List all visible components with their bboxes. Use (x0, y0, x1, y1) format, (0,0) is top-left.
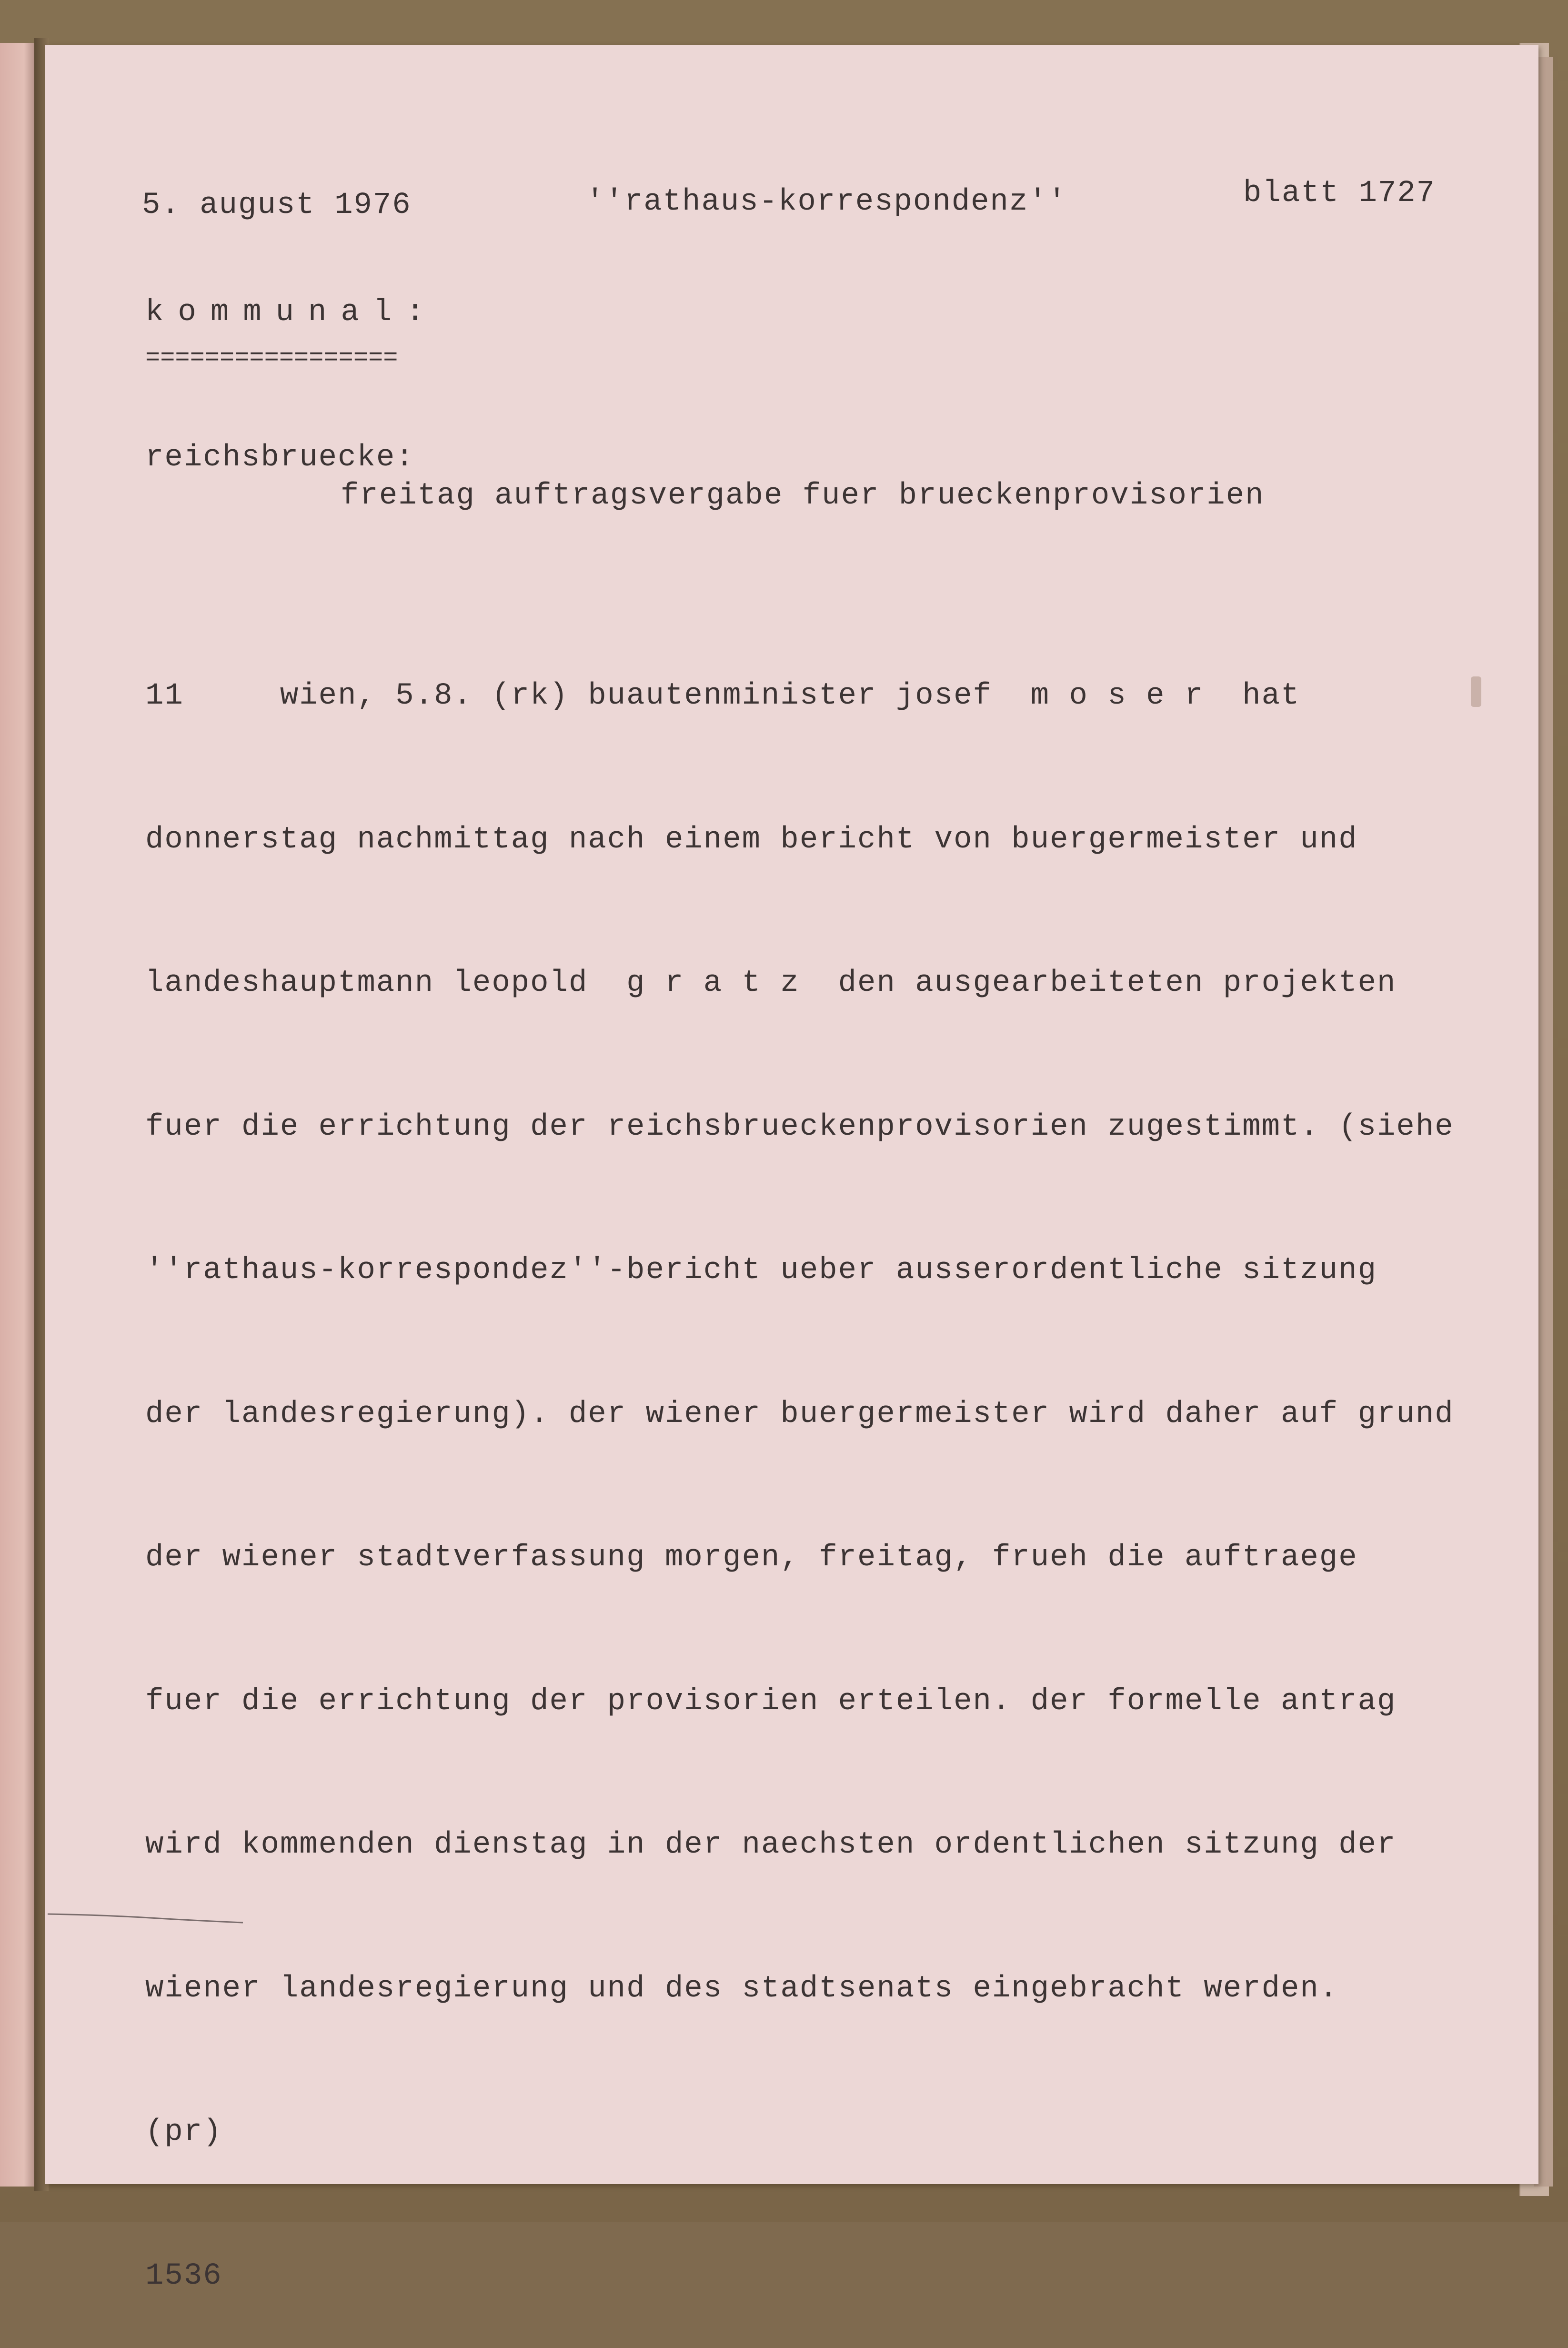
body-line: fuer die errichtung der provisorien erteilen. der formelle antrag (145, 1684, 1397, 1719)
pencil-stroke-mark (45, 1910, 245, 1925)
body-line: wird kommenden dienstag in der naechsten ordentlichen sitzung der (145, 1828, 1397, 1862)
facing-page-edge (0, 43, 34, 2187)
body-line: 11 wien, 5.8. (rk) buautenminister josef m o s e r hat (145, 679, 1300, 713)
body-line: landeshauptmann leopold g r a t z den ausgearbeiteten projekten (145, 966, 1397, 1000)
paper-smudge (1471, 676, 1481, 707)
story-body (145, 576, 1454, 2348)
body-line: donnerstag nachmittag nach einem bericht von buergermeister und (145, 822, 1358, 857)
body-line: wiener landesregierung und des stadtsenats eingebracht werden. (145, 1971, 1339, 2006)
header-date: 5. august 1976 (142, 188, 412, 222)
body-line: der landesregierung). der wiener buergermeister wird daher auf grund (145, 1397, 1454, 1431)
header-publication: ''rathaus-korrespondenz'' (586, 185, 1067, 219)
story-slug: reichsbruecke: (145, 441, 415, 475)
body-line: ''rathaus-korrespondez''-bericht ueber ausserordentliche sitzung (145, 1253, 1377, 1288)
body-line: 1536 (145, 2258, 222, 2293)
section-underline: ================= (145, 344, 398, 372)
header-sheet-number: blatt 1727 (1243, 176, 1436, 211)
story-headline: freitag auftragsvergabe fuer brueckenprovisorien (341, 479, 1265, 513)
section-title: kommunal: (145, 295, 439, 330)
body-line: (pr) (145, 2115, 222, 2149)
body-line: der wiener stadtverfassung morgen, freitag, frueh die auftraege (145, 1541, 1358, 1575)
body-line: fuer die errichtung der reichsbrueckenprovisorien zugestimmt. (siehe (145, 1109, 1454, 1144)
